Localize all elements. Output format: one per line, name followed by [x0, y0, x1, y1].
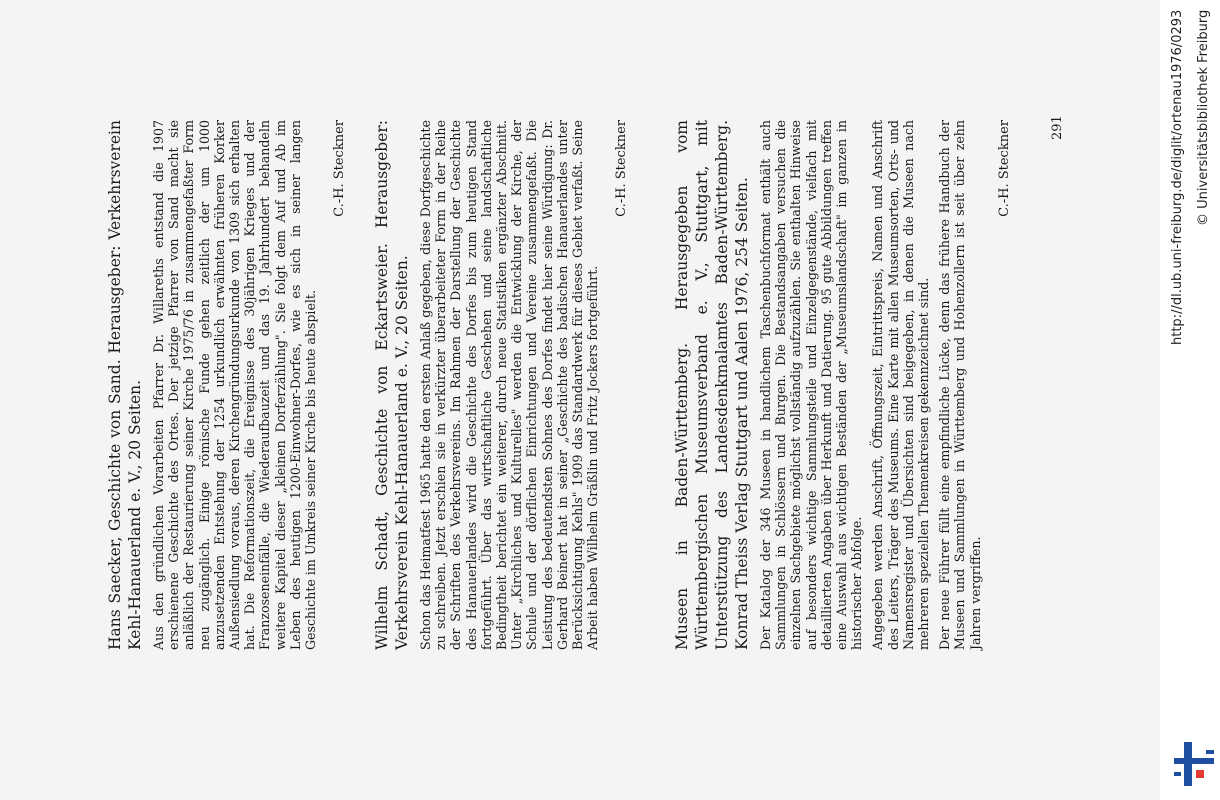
- review-heading: Museen in Baden-Württemberg. Herausgegeben vom Württembergischen Museumsverband e. V., Stuttgart, mit Unterstützung des Landesdenkmalamtes Baden-Württemberg. Konrad Theiss Verlag Stuttgart und Aalen 1976, 254 Seiten.: [673, 120, 751, 650]
- review-signature: C.-H. Steckner: [332, 120, 348, 217]
- review-paragraph: Angegeben werden Anschrift, Öffnungszeit, Eintrittspreis, Namen und Anschrift des Leiters, Träger des Museums. Eine Karte mit allen Museumsorten, Orts- und Namensregister und Übersichten sind beigegeben, in denen die Museen nach mehreren speziellen Themenkreisen gekennzeichnet sind.: [870, 120, 932, 650]
- review-heading: Hans Saecker, Geschichte von Sand. Herausgeber: Verkehrsverein Kehl-Hanauerland e. V., 20 Seiten.: [106, 120, 144, 650]
- review-signature: C.-H. Steckner: [996, 120, 1012, 217]
- ub-freiburg-logo-icon: [1174, 742, 1214, 786]
- review-museen: [672, 120, 1012, 650]
- permalink-url[interactable]: http://dl.ub.uni-freiburg.de/diglit/ortenau1976/0293: [1170, 9, 1185, 345]
- review-heading: Wilhelm Schadt, Geschichte von Eckartsweier. Herausgeber: Verkehrsverein Kehl-Hanauerland e. V., 20 Seiten.: [373, 120, 411, 650]
- sidebar-strip: [1160, 0, 1220, 800]
- review-sand: [105, 120, 347, 650]
- review-paragraph: Aus den gründlichen Vorarbeiten Pfarrer Dr. Willareths entstand die 1907 erschienene Geschichte des Ortes. Der jetzige Pfarrer von Sand macht sie anläßlich der Restaurierung seiner Kirche 1975/76 in zusammengefaßter Form neu zugänglich. Einige römische Funde gehen zeitlich der um 1000 anzusetzenden Entstehung der 1254 urkundlich erwähnten früheren Korker Außensiedlung voraus, deren Kirchengründungsurkunde von 1309 sich erhalten hat. Die Reformationszeit, die Ereignisse des 30jährigen Krieges und der Franzoseneinfälle, die Wiederaufbauzeit und das 19. Jahrhundert behandeln weitere Kapitel dieser „kleinen Dorferzählung". Sie folgt dem Auf und Ab im Leben des heutigen 1200-Einwohner-Dorfes, wie es sich in seiner langen Geschichte im Umkreis seiner Kirche bis heute abspielt.: [151, 120, 319, 650]
- review-paragraph: Der Katalog der 346 Museen in handlichem Taschenbuchformat enthält auch Sammlungen in Schlössern und Burgen. Die Bestandsangaben versuchen die einzelnen Sachgebiete möglichst vollständig aufzuzählen. Sie enthalten Hinweise auf besonders wichtige Sammlungsteile und Einzelgegenstände, vielfach mit detaillierten Angaben über Herkunft und Datierung. 95 gute Abbildungen treffen eine Auswahl aus wichtigen Beständen der „Museumslandschaft" im ganzen in historischer Abfolge.: [758, 120, 865, 650]
- review-paragraph: Schon das Heimatfest 1965 hatte den ersten Anlaß gegeben, diese Dorfgeschichte zu schreiben. Jetzt erschien sie in verkürzter überarbeiteter Form in der Reihe der Schriften des Verkehrsvereins. Im Rahmen der Darstellung der Geschichte des Hanauerlandes wird die Geschichte des Dorfes bis zum heutigen Stand fortgeführt. Über das wirtschaftliche Geschehen und seine landschaftliche Bedingtheit berichtet ein weiterer, durch neue Statistiken ergänzter Abschnitt. Unter „Kirchliches und Kulturelles" werden die Entwicklung der Kirche, der Schule und der dörflichen Einrichtungen und Vereine zusammengefaßt. Die Leistung des bedeutendsten Sohnes des Dorfes findet hier seine Würdigung: Dr. Gerhard Beinert hat in seiner „Geschichte des badischen Hanauerlandes unter Berücksichtigung Kehls" 1909 das Standardwerk für dieses Gebiet verfaßt. Seine Arbeit haben Wilhelm Gräßlin und Fritz Jockers fortgeführt.: [418, 120, 601, 650]
- copyright-notice: © Universitätsbibliothek Freiburg: [1196, 9, 1211, 226]
- review-paragraph: Der neue Führer füllt eine empfindliche Lücke, denn das frühere Handbuch der Museen und Sammlungen in Württemberg und Hohenzollern ist seit über zehn Jahren vergriffen.: [937, 120, 983, 650]
- page-number: 291: [1050, 115, 1065, 140]
- review-eckartsweier: [372, 120, 629, 650]
- review-signature: C.-H. Steckner: [614, 120, 630, 217]
